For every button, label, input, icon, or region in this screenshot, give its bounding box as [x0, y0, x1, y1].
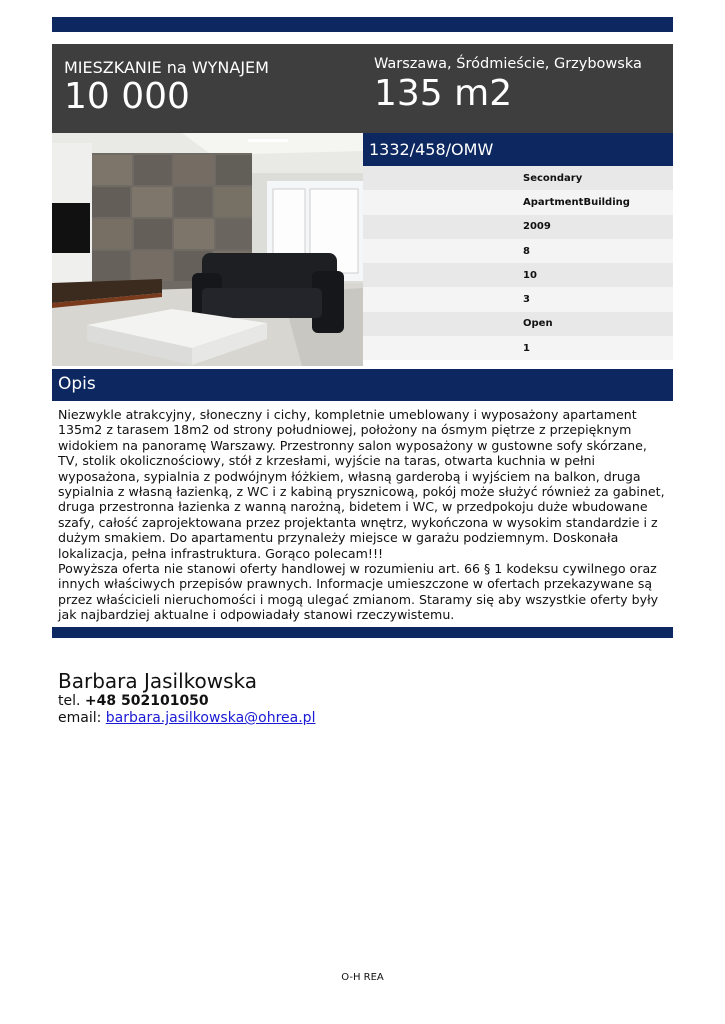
listing-type: MIESZKANIE na WYNAJEM	[64, 58, 269, 77]
agent-contact	[58, 669, 315, 727]
listing-area: 135 m2	[374, 73, 513, 114]
email-label: email:	[58, 710, 102, 726]
description-paragraph: Niezwykle atrakcyjny, słoneczny i cichy, kompletnie umeblowany i wyposażony apartament 135m2 z tarasem 18m2 od strony południowej, położony na ósmym piętrze z przepięknym widokiem na panoramę Warszawy. Przestronny salon wyposażony w gustowne sofy skórzane, TV, stolik okolicznościowy, stół z krzesłami, wyjście na taras, otwarta kuchnia w pełni wyposażona, sypialnia z podwójnym łóżkiem, własną garderobą i wyjściem na balkon, druga sypialnia z własną łazienką, z WC i z kabiną prysznicową, pokój może służyć również za gabinet, druga przestronna łazienka z wanną narożną, bidetem i WC, w przedpokoju duże wbudowane szafy, całość zaprojektowana przez projektanta wnętrz, wykończona w wysokim standardzie i z dużym smakiem. Do apartamentu przynależy miejsce w garażu podziemnym. Doskonała lokalizacja, pełna infrastruktura. Gorąco polecam!!!	[58, 407, 665, 561]
listing-location: Warszawa, Śródmieście, Grzybowska	[374, 56, 642, 72]
details-table	[363, 166, 673, 360]
disclaimer-paragraph: Powyższa oferta nie stanowi oferty handlowej w rozumieniu art. 66 § 1 kodeksu cywilnego oraz innych właściwych przepisów prawnych. Informacje umieszczone w ofertach przekazywane są przez właścicieli nieruchomości i mogą ulegać zmianom. Staramy się aby wszystkie oferty były jak najbardziej aktualne i odpowiadały stanowi rzeczywistemu.	[58, 561, 659, 623]
detail-value: 3	[523, 294, 530, 306]
agent-email-link[interactable]: barbara.jasilkowska@ohrea.pl	[105, 710, 316, 726]
detail-row	[363, 190, 673, 214]
agent-email-line	[58, 710, 315, 727]
listing-price: 10 000	[64, 76, 190, 117]
detail-value: 2009	[523, 221, 551, 233]
detail-value: Secondary	[523, 172, 583, 184]
detail-row	[363, 263, 673, 287]
detail-value: 8	[523, 245, 530, 257]
detail-row	[363, 215, 673, 239]
agent-phone: +48 502101050	[84, 693, 209, 709]
detail-row	[363, 312, 673, 336]
agent-phone-line	[58, 693, 315, 710]
top-accent-bar	[52, 17, 673, 32]
detail-row	[363, 166, 673, 190]
description-heading: Opis	[58, 374, 96, 394]
phone-label: tel.	[58, 693, 81, 709]
reference-number: 1332/458/OMW	[369, 140, 494, 159]
detail-value: Open	[523, 318, 553, 330]
detail-value: 10	[523, 269, 537, 281]
description-heading-bar	[52, 369, 673, 401]
detail-row	[363, 336, 673, 360]
property-photo	[52, 133, 363, 366]
bottom-accent-bar	[52, 627, 673, 638]
detail-value: ApartmentBuilding	[523, 196, 630, 208]
reference-bar	[363, 133, 673, 166]
agent-name: Barbara Jasilkowska	[58, 669, 258, 693]
detail-row	[363, 287, 673, 311]
detail-row	[363, 239, 673, 263]
detail-value: 1	[523, 342, 530, 354]
footer-company: O-H REA	[341, 972, 384, 983]
listing-header	[52, 44, 673, 133]
description-text	[58, 407, 670, 623]
